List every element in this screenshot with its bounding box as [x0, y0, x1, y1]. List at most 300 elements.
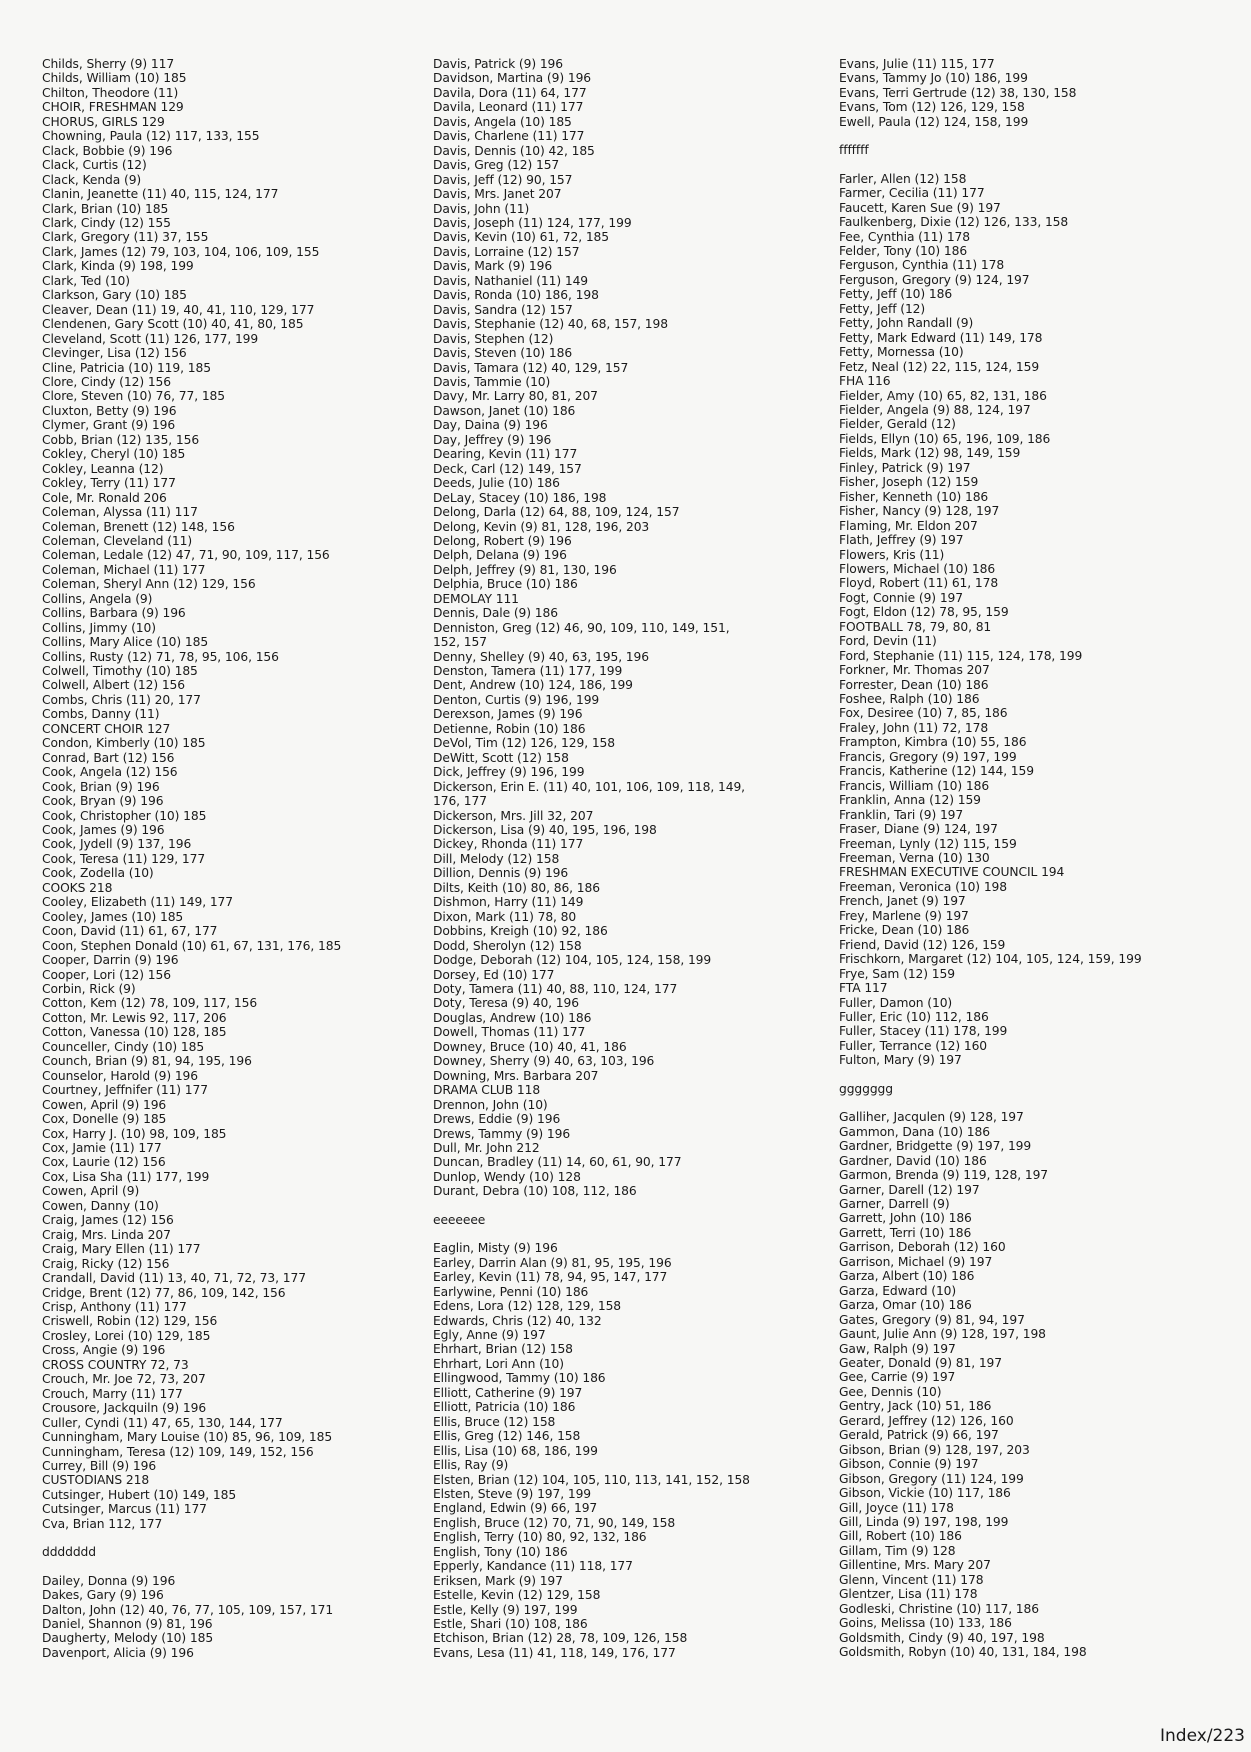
index-entry: Cook, Jydell (9) 137, 196 — [42, 837, 192, 852]
index-column-1 — [42, 57, 437, 1660]
index-entry: Dodd, Sherolyn (12) 158 — [433, 938, 582, 953]
index-entry: Fetty, Mark Edward (11) 149, 178 — [839, 330, 1043, 345]
index-entry: Clarkson, Gary (10) 185 — [42, 288, 187, 303]
index-entry: Cutsinger, Hubert (10) 149, 185 — [42, 1487, 237, 1502]
index-entry: Davis, Lorraine (12) 157 — [433, 244, 580, 259]
index-entry: Eaglin, Misty (9) 196 — [433, 1241, 558, 1256]
page-number: Index/223 — [1160, 1726, 1245, 1746]
index-entry: Currey, Bill (9) 196 — [42, 1458, 157, 1473]
index-entry: Dorsey, Ed (10) 177 — [433, 967, 555, 982]
index-entry: Chilton, Theodore (11) — [42, 85, 179, 100]
index-entry: Doty, Tamera (11) 40, 88, 110, 124, 177 — [433, 982, 678, 996]
index-entry: Conrad, Bart (12) 156 — [42, 750, 175, 765]
index-entry: Coleman, Alyssa (11) 117 — [42, 505, 198, 520]
index-entry: Earley, Kevin (11) 78, 94, 95, 147, 177 — [433, 1270, 668, 1285]
index-entry: Gates, Gregory (9) 81, 94, 197 — [839, 1312, 1025, 1327]
index-entry: Davidson, Martina (9) 196 — [433, 71, 592, 86]
index-entry: Cooper, Darrin (9) 196 — [42, 953, 179, 968]
index-entry: Fraser, Diane (9) 124, 197 — [839, 822, 998, 837]
index-entry: Delph, Delana (9) 196 — [433, 548, 567, 563]
index-entry: Drews, Eddie (9) 196 — [433, 1112, 561, 1127]
index-entry: Glenn, Vincent (11) 178 — [839, 1572, 984, 1587]
index-entry: Davis, Mrs. Janet 207 — [433, 187, 562, 202]
index-entry: Gillentine, Mrs. Mary 207 — [839, 1558, 991, 1573]
index-entry: Gaw, Ralph (9) 197 — [839, 1341, 956, 1356]
index-entry: Elsten, Steve (9) 197, 199 — [433, 1486, 592, 1501]
index-entry: Clark, James (12) 79, 103, 104, 106, 109, 155 — [42, 244, 320, 259]
index-entry: Fetty, Jeff (10) 186 — [839, 287, 953, 302]
index-entry: Garmon, Brenda (9) 119, 128, 197 — [839, 1168, 1049, 1183]
index-entry: Flath, Jeffrey (9) 197 — [839, 533, 964, 548]
index-entry: Fetz, Neal (12) 22, 115, 124, 159 — [839, 359, 1040, 374]
index-entry: Floyd, Robert (11) 61, 178 — [839, 576, 999, 591]
index-entry: Dickey, Rhonda (11) 177 — [433, 837, 584, 852]
index-entry: Cooley, James (10) 185 — [42, 909, 184, 924]
index-entry: Clanin, Jeanette (11) 40, 115, 124, 177 — [42, 187, 279, 202]
index-entry: Cridge, Brent (12) 77, 86, 109, 142, 156 — [42, 1285, 286, 1300]
index-entry: Garza, Omar (10) 186 — [839, 1298, 972, 1313]
index-entry: Cook, Angela (12) 156 — [42, 765, 178, 780]
index-entry: Finley, Patrick (9) 197 — [839, 460, 971, 475]
index-entry: DeLay, Stacey (10) 186, 198 — [433, 490, 607, 505]
index-entry: Delphia, Bruce (10) 186 — [433, 577, 578, 592]
index-entry: Godleski, Christine (10) 117, 186 — [839, 1601, 1039, 1616]
index-entry: Downey, Sherry (9) 40, 63, 103, 196 — [433, 1054, 655, 1069]
index-entry: Condon, Kimberly (10) 185 — [42, 736, 206, 751]
index-entry: Cotton, Vanessa (10) 128, 185 — [42, 1025, 227, 1040]
index-entry: Fielder, Gerald (12) — [839, 417, 956, 432]
index-entry: Fields, Mark (12) 98, 149, 159 — [839, 446, 1021, 461]
index-entry: Downey, Bruce (10) 40, 41, 186 — [433, 1039, 627, 1054]
index-entry: Faulkenberg, Dixie (12) 126, 133, 158 — [839, 215, 1069, 230]
index-entry: Davis, Sandra (12) 157 — [433, 302, 573, 317]
index-entry: Eriksen, Mark (9) 197 — [433, 1573, 563, 1588]
index-entry: England, Edwin (9) 66, 197 — [433, 1501, 598, 1516]
index-entry: Goldsmith, Cindy (9) 40, 197, 198 — [839, 1630, 1045, 1645]
index-entry: Cunningham, Teresa (12) 109, 149, 152, 156 — [42, 1444, 314, 1459]
index-column-3 — [839, 57, 1239, 1659]
index-entry: Davila, Leonard (11) 177 — [433, 100, 584, 115]
index-entry: Durant, Debra (10) 108, 112, 186 — [433, 1184, 637, 1199]
index-entry: Derexson, James (9) 196 — [433, 707, 583, 722]
index-entry: Frey, Marlene (9) 197 — [839, 908, 969, 923]
index-entry: Davis, Angela (10) 185 — [433, 114, 572, 129]
index-entry: Earley, Darrin Alan (9) 81, 95, 195, 196 — [433, 1255, 672, 1270]
index-entry: Cook, Brian (9) 196 — [42, 779, 160, 794]
index-entry: Dobbins, Kreigh (10) 92, 186 — [433, 924, 608, 939]
index-entry: Drews, Tammy (9) 196 — [433, 1126, 571, 1141]
index-entry: Fuller, Stacey (11) 178, 199 — [839, 1024, 1008, 1039]
index-entry: Coleman, Brenett (12) 148, 156 — [42, 519, 235, 534]
index-entry: Goldsmith, Robyn (10) 40, 131, 184, 198 — [839, 1645, 1087, 1660]
index-entry: Clymer, Grant (9) 196 — [42, 418, 176, 433]
index-entry: Cook, Teresa (11) 129, 177 — [42, 851, 206, 866]
index-entry: Davis, Ronda (10) 186, 198 — [433, 288, 599, 303]
index-entry: Evans, Julie (11) 115, 177 — [839, 57, 995, 71]
index-entry: Fogt, Eldon (12) 78, 95, 159 — [839, 605, 1009, 620]
index-entry: Clack, Kenda (9) — [42, 172, 142, 187]
index-entry: FHA 116 — [839, 374, 891, 389]
index-entry: Davis, Mark (9) 196 — [433, 259, 553, 274]
index-entry: Epperly, Kandance (11) 118, 177 — [433, 1559, 633, 1574]
index-entry: Fetty, Jeff (12) — [839, 301, 926, 316]
index-entry: Fulton, Mary (9) 197 — [839, 1053, 962, 1068]
index-entry: Garner, Darell (12) 197 — [839, 1182, 980, 1197]
index-entry: Dailey, Donna (9) 196 — [42, 1573, 176, 1588]
index-entry: Davis, Tammie (10) — [433, 374, 551, 389]
index-entry: Delph, Jeffrey (9) 81, 130, 196 — [433, 562, 617, 577]
index-entry: Delong, Kevin (9) 81, 128, 196, 203 — [433, 519, 650, 534]
index-entry: Coon, David (11) 61, 67, 177 — [42, 924, 218, 939]
index-entry: Dalton, John (12) 40, 76, 77, 105, 109, 157, 171 — [42, 1602, 334, 1617]
index-entry: Daniel, Shannon (9) 81, 196 — [42, 1617, 213, 1632]
index-entry: Davis, Stephanie (12) 40, 68, 157, 198 — [433, 317, 668, 332]
index-entry: Craig, Mrs. Linda 207 — [42, 1227, 171, 1242]
index-entry: Flowers, Kris (11) — [839, 547, 945, 562]
index-entry: Evans, Terri Gertrude (12) 38, 130, 158 — [839, 85, 1077, 100]
index-entry: Cowen, April (9) — [42, 1184, 140, 1199]
index-entry: DeWitt, Scott (12) 158 — [433, 750, 569, 765]
index-entry: Douglas, Andrew (10) 186 — [433, 1010, 592, 1025]
index-entry: Farler, Allen (12) 158 — [839, 171, 967, 186]
index-entry: Ellis, Ray (9) — [433, 1458, 509, 1473]
index-entry: Fuller, Damon (10) — [839, 995, 953, 1010]
index-entry: Estle, Shari (10) 108, 186 — [433, 1617, 588, 1632]
index-entry-continuation: 176, 177 — [433, 794, 487, 809]
index-entry: Cva, Brian 112, 177 — [42, 1516, 163, 1531]
index-entry: Glentzer, Lisa (11) 178 — [839, 1587, 978, 1602]
index-entry: Gill, Joyce (11) 178 — [839, 1500, 954, 1515]
index-entry: Elliott, Patricia (10) 186 — [433, 1400, 576, 1415]
index-entry: Ellingwood, Tammy (10) 186 — [433, 1371, 606, 1386]
index-entry: Flaming, Mr. Eldon 207 — [839, 518, 978, 533]
index-entry: Ferguson, Gregory (9) 124, 197 — [839, 272, 1030, 287]
index-entry: Gee, Dennis (10) — [839, 1384, 942, 1399]
index-entry: Franklin, Tari (9) 197 — [839, 807, 964, 822]
index-entry: English, Bruce (12) 70, 71, 90, 149, 158 — [433, 1515, 676, 1530]
index-entry: Dennis, Dale (9) 186 — [433, 606, 558, 621]
index-entry: Flowers, Michael (10) 186 — [839, 561, 996, 576]
index-entry: Delong, Darla (12) 64, 88, 109, 124, 157 — [433, 505, 680, 520]
index-entry: CUSTODIANS 218 — [42, 1473, 150, 1488]
index-entry: Davis, Patrick (9) 196 — [433, 57, 564, 71]
index-entry: Dawson, Janet (10) 186 — [433, 403, 576, 418]
index-entry: Collins, Barbara (9) 196 — [42, 606, 186, 621]
index-entry: Colwell, Timothy (10) 185 — [42, 664, 198, 679]
index-entry-continuation: 152, 157 — [433, 635, 487, 650]
index-entry: Frye, Sam (12) 159 — [839, 966, 955, 981]
index-entry: Gardner, David (10) 186 — [839, 1153, 987, 1168]
index-entry: Ellis, Greg (12) 146, 158 — [433, 1429, 581, 1444]
index-entry: Culler, Cyndi (11) 47, 65, 130, 144, 177 — [42, 1415, 283, 1430]
index-entry: Evans, Tammy Jo (10) 186, 199 — [839, 71, 1028, 86]
index-entry: Downing, Mrs. Barbara 207 — [433, 1068, 599, 1083]
index-entry: Gaunt, Julie Ann (9) 128, 197, 198 — [839, 1327, 1046, 1342]
index-entry: Counceller, Cindy (10) 185 — [42, 1039, 205, 1054]
index-entry: Craig, Ricky (12) 156 — [42, 1256, 170, 1271]
index-entry: Cotton, Mr. Lewis 92, 117, 206 — [42, 1010, 227, 1025]
index-entry: Drennon, John (10) — [433, 1097, 548, 1112]
index-entry: Gibson, Brian (9) 128, 197, 203 — [839, 1442, 1030, 1457]
index-entry: Courtney, Jeffnifer (11) 177 — [42, 1083, 208, 1098]
index-entry: Davis, Kevin (10) 61, 72, 185 — [433, 230, 609, 245]
index-entry: Coon, Stephen Donald (10) 61, 67, 131, 176, 185 — [42, 938, 342, 953]
index-entry: COOKS 218 — [42, 880, 113, 895]
index-entry: Davis, Nathaniel (11) 149 — [433, 273, 589, 288]
index-entry: Earlywine, Penni (10) 186 — [433, 1284, 589, 1299]
index-entry: Fetty, John Randall (9) — [839, 316, 974, 331]
index-entry: Ellis, Bruce (12) 158 — [433, 1414, 556, 1429]
index-entry: Gerard, Jeffrey (12) 126, 160 — [839, 1413, 1014, 1428]
index-entry: Cleaver, Dean (11) 19, 40, 41, 110, 129, 177 — [42, 302, 315, 317]
index-entry: Cooley, Elizabeth (11) 149, 177 — [42, 895, 234, 910]
index-entry: Dearing, Kevin (11) 177 — [433, 447, 578, 462]
index-entry: Friend, David (12) 126, 159 — [839, 937, 1006, 952]
index-entry: Crandall, David (11) 13, 40, 71, 72, 73, 177 — [42, 1271, 306, 1286]
index-entry: Clark, Brian (10) 185 — [42, 201, 169, 216]
index-entry: Gill, Robert (10) 186 — [839, 1529, 962, 1544]
index-entry: Davenport, Alicia (9) 196 — [42, 1645, 194, 1660]
index-entry: Daugherty, Melody (10) 185 — [42, 1631, 214, 1646]
index-entry: Ford, Stephanie (11) 115, 124, 178, 199 — [839, 648, 1083, 663]
index-entry: Coleman, Michael (11) 177 — [42, 562, 206, 577]
index-entry: Davis, Jeff (12) 90, 157 — [433, 172, 573, 187]
index-entry: Davis, Tamara (12) 40, 129, 157 — [433, 360, 629, 375]
index-entry: Freeman, Lynly (12) 115, 159 — [839, 836, 1017, 851]
index-entry: Cluxton, Betty (9) 196 — [42, 403, 177, 418]
index-entry: Crosley, Lorei (10) 129, 185 — [42, 1328, 211, 1343]
index-entry: Crouch, Marry (11) 177 — [42, 1386, 183, 1401]
index-entry: Davis, Charlene (11) 177 — [433, 129, 585, 144]
index-entry: Cook, Zodella (10) — [42, 866, 154, 881]
index-entry: Cook, Christopher (10) 185 — [42, 808, 207, 823]
index-entry: Gibson, Connie (9) 197 — [839, 1457, 979, 1472]
index-entry: DRAMA CLUB 118 — [433, 1083, 541, 1098]
index-entry: Estelle, Kevin (12) 129, 158 — [433, 1588, 601, 1603]
index-entry: Gentry, Jack (10) 51, 186 — [839, 1399, 992, 1414]
index-entry: Gillam, Tim (9) 128 — [839, 1543, 956, 1558]
index-entry: Clendenen, Gary Scott (10) 40, 41, 80, 185 — [42, 317, 304, 332]
index-entry: Denny, Shelley (9) 40, 63, 195, 196 — [433, 649, 649, 664]
index-entry: Colwell, Albert (12) 156 — [42, 678, 186, 693]
index-entry: Cole, Mr. Ronald 206 — [42, 490, 167, 505]
index-entry: Galliher, Jacqulen (9) 128, 197 — [839, 1110, 1024, 1125]
index-entry: Ehrhart, Brian (12) 158 — [433, 1342, 573, 1357]
index-entry: Gerald, Patrick (9) 66, 197 — [839, 1428, 999, 1443]
index-entry: Garrison, Deborah (12) 160 — [839, 1240, 1006, 1255]
index-entry: Elliott, Catherine (9) 197 — [433, 1385, 583, 1400]
index-entry: Cooper, Lori (12) 156 — [42, 967, 171, 982]
index-entry: Clark, Cindy (12) 155 — [42, 215, 171, 230]
index-entry: Dillion, Dennis (9) 196 — [433, 866, 569, 881]
index-entry: Dowell, Thomas (11) 177 — [433, 1025, 586, 1040]
index-entry: Dull, Mr. John 212 — [433, 1140, 540, 1155]
index-entry: Gee, Carrie (9) 197 — [839, 1370, 956, 1385]
index-entry: Cowen, April (9) 196 — [42, 1097, 167, 1112]
index-entry: Ehrhart, Lori Ann (10) — [433, 1356, 564, 1371]
index-entry: Dickerson, Erin E. (11) 40, 101, 106, 109, 118, 149, — [433, 779, 745, 794]
index-entry: Evans, Lesa (11) 41, 118, 149, 176, 177 — [433, 1645, 676, 1660]
index-entry: Garrett, John (10) 186 — [839, 1211, 972, 1226]
index-entry: Fraley, John (11) 72, 178 — [839, 720, 989, 735]
index-entry: Cox, Donelle (9) 185 — [42, 1112, 167, 1127]
index-entry: Craig, Mary Ellen (11) 177 — [42, 1242, 201, 1257]
index-entry: Collins, Mary Alice (10) 185 — [42, 635, 209, 650]
index-entry: Clark, Gregory (11) 37, 155 — [42, 230, 209, 245]
index-entry: Gibson, Vickie (10) 117, 186 — [839, 1486, 1011, 1501]
index-entry: Davis, Dennis (10) 42, 185 — [433, 143, 595, 158]
index-entry: Frischkorn, Margaret (12) 104, 105, 124, 159, 199 — [839, 952, 1142, 967]
index-entry: Foshee, Ralph (10) 186 — [839, 692, 980, 707]
index-entry: FRESHMAN EXECUTIVE COUNCIL 194 — [839, 865, 1065, 880]
index-entry: Davis, Steven (10) 186 — [433, 346, 573, 361]
index-entry: Cook, Bryan (9) 196 — [42, 794, 164, 809]
index-entry: Freeman, Verna (10) 130 — [839, 851, 990, 866]
index-entry: Garrett, Terri (10) 186 — [839, 1225, 972, 1240]
index-entry: CHORUS, GIRLS 129 — [42, 114, 165, 129]
index-entry: Cross, Angie (9) 196 — [42, 1343, 166, 1358]
index-entry: Edwards, Chris (12) 40, 132 — [433, 1313, 602, 1328]
index-entry: Davis, Stephen (12) — [433, 331, 554, 346]
index-entry: Francis, Gregory (9) 197, 199 — [839, 749, 1017, 764]
index-entry: Egly, Anne (9) 197 — [433, 1327, 546, 1342]
index-entry: Childs, Sherry (9) 117 — [42, 57, 175, 71]
index-entry: Clack, Curtis (12) — [42, 158, 147, 173]
index-entry: Day, Daina (9) 196 — [433, 418, 548, 433]
index-entry: Estle, Kelly (9) 197, 199 — [433, 1602, 578, 1617]
index-entry: Doty, Teresa (9) 40, 196 — [433, 996, 579, 1011]
index-entry: Fields, Ellyn (10) 65, 196, 109, 186 — [839, 431, 1051, 446]
index-entry: Denston, Tamera (11) 177, 199 — [433, 664, 623, 679]
index-entry: Fisher, Kenneth (10) 186 — [839, 489, 989, 504]
index-entry: FOOTBALL 78, 79, 80, 81 — [839, 619, 992, 634]
index-entry: Fielder, Angela (9) 88, 124, 197 — [839, 402, 1031, 417]
index-entry: Davis, Greg (12) 157 — [433, 158, 560, 173]
index-entry: Chowning, Paula (12) 117, 133, 155 — [42, 129, 260, 144]
index-entry: Francis, Katherine (12) 144, 159 — [839, 764, 1034, 779]
index-entry: Gammon, Dana (10) 186 — [839, 1124, 990, 1139]
index-entry: Clore, Cindy (12) 156 — [42, 374, 172, 389]
index-entry: Goins, Melissa (10) 133, 186 — [839, 1616, 1012, 1631]
index-entry: Garza, Edward (10) — [839, 1283, 957, 1298]
index-entry: Clevinger, Lisa (12) 156 — [42, 346, 187, 361]
section-letter-heading: ddddddd — [42, 1545, 96, 1560]
index-entry: Coleman, Sheryl Ann (12) 129, 156 — [42, 577, 256, 592]
index-entry: CROSS COUNTRY 72, 73 — [42, 1357, 189, 1372]
index-entry: Dill, Melody (12) 158 — [433, 851, 560, 866]
index-entry: Fetty, Mornessa (10) — [839, 345, 964, 360]
section-letter-heading: ggggggg — [839, 1081, 893, 1096]
index-entry: Fox, Desiree (10) 7, 85, 186 — [839, 706, 1008, 721]
index-entry: Crisp, Anthony (11) 177 — [42, 1299, 187, 1314]
index-entry: Corbin, Rick (9) — [42, 982, 136, 996]
index-entry: Coleman, Cleveland (11) — [42, 533, 193, 548]
index-entry: Garza, Albert (10) 186 — [839, 1269, 975, 1284]
index-entry: Crousore, Jackquiln (9) 196 — [42, 1401, 207, 1416]
index-entry: Cowen, Danny (10) — [42, 1198, 159, 1213]
index-entry: Combs, Chris (11) 20, 177 — [42, 692, 201, 707]
index-entry: Childs, William (10) 185 — [42, 71, 187, 86]
index-entry: Craig, James (12) 156 — [42, 1213, 174, 1228]
index-entry: Coleman, Ledale (12) 47, 71, 90, 109, 117, 156 — [42, 548, 330, 563]
index-entry: DeVol, Tim (12) 126, 129, 158 — [433, 736, 615, 751]
section-letter-heading: fffffff — [839, 143, 869, 158]
index-entry: Cokley, Leanna (12) — [42, 461, 164, 476]
index-entry: Davis, John (11) — [433, 201, 530, 216]
index-entry: Davy, Mr. Larry 80, 81, 207 — [433, 389, 598, 404]
index-entry: Cokley, Terry (11) 177 — [42, 476, 176, 491]
index-entry: Deeds, Julie (10) 186 — [433, 476, 560, 491]
index-entry: Davis, Joseph (11) 124, 177, 199 — [433, 215, 632, 230]
index-entry: Edens, Lora (12) 128, 129, 158 — [433, 1299, 622, 1314]
index-entry: Clark, Ted (10) — [42, 273, 130, 288]
index-entry: Detienne, Robin (10) 186 — [433, 721, 586, 736]
index-entry: Elsten, Brian (12) 104, 105, 110, 113, 141, 152, 158 — [433, 1472, 750, 1487]
index-entry: Cline, Patricia (10) 119, 185 — [42, 360, 211, 375]
index-entry: Cokley, Cheryl (10) 185 — [42, 447, 186, 462]
index-entry: Cox, Harry J. (10) 98, 109, 185 — [42, 1126, 227, 1141]
index-column-2 — [433, 57, 833, 1660]
index-entry: French, Janet (9) 197 — [839, 894, 966, 909]
index-entry: Dixon, Mark (11) 78, 80 — [433, 909, 577, 924]
index-entry: Criswell, Robin (12) 129, 156 — [42, 1314, 218, 1329]
index-entry: Dent, Andrew (10) 124, 186, 199 — [433, 678, 633, 693]
index-entry: English, Terry (10) 80, 92, 132, 186 — [433, 1530, 647, 1545]
index-entry: Ellis, Lisa (10) 68, 186, 199 — [433, 1443, 598, 1458]
index-entry: Ford, Devin (11) — [839, 634, 937, 649]
index-entry: Fisher, Nancy (9) 128, 197 — [839, 504, 1000, 519]
index-entry: Dilts, Keith (10) 80, 86, 186 — [433, 880, 600, 895]
index-entry: Frampton, Kimbra (10) 55, 186 — [839, 735, 1027, 750]
index-entry: Cox, Jamie (11) 177 — [42, 1140, 162, 1155]
index-entry: Forrester, Dean (10) 186 — [839, 677, 989, 692]
index-entry: Cook, James (9) 196 — [42, 823, 165, 838]
index-entry: Geater, Donald (9) 81, 197 — [839, 1355, 1003, 1370]
index-entry: Combs, Danny (11) — [42, 707, 160, 722]
section-letter-heading: eeeeeee — [433, 1212, 486, 1227]
index-entry: Gardner, Bridgette (9) 197, 199 — [839, 1139, 1032, 1154]
index-entry: Day, Jeffrey (9) 196 — [433, 432, 552, 447]
index-entry: Denton, Curtis (9) 196, 199 — [433, 692, 600, 707]
index-entry: Ewell, Paula (12) 124, 158, 199 — [839, 114, 1029, 129]
index-entry: Evans, Tom (12) 126, 129, 158 — [839, 100, 1025, 115]
index-entry: Clack, Bobbie (9) 196 — [42, 143, 173, 158]
index-entry: Cutsinger, Marcus (11) 177 — [42, 1502, 207, 1517]
index-entry: Dickerson, Lisa (9) 40, 195, 196, 198 — [433, 823, 657, 838]
index-entry: Delong, Robert (9) 196 — [433, 533, 572, 548]
index-entry: Dodge, Deborah (12) 104, 105, 124, 158, 199 — [433, 953, 712, 968]
index-entry: Collins, Rusty (12) 71, 78, 95, 106, 156 — [42, 649, 279, 664]
index-entry: Duncan, Bradley (11) 14, 60, 61, 90, 177 — [433, 1155, 682, 1170]
index-entry: Collins, Jimmy (10) — [42, 620, 156, 635]
index-entry: Cleveland, Scott (11) 126, 177, 199 — [42, 331, 259, 346]
index-entry: Collins, Angela (9) — [42, 591, 153, 606]
index-entry: Crouch, Mr. Joe 72, 73, 207 — [42, 1372, 206, 1387]
index-entry: Cox, Laurie (12) 156 — [42, 1155, 166, 1170]
index-entry: Francis, William (10) 186 — [839, 778, 990, 793]
index-entry: Gibson, Gregory (11) 124, 199 — [839, 1471, 1024, 1486]
index-entry: Freeman, Veronica (10) 198 — [839, 879, 1007, 894]
index-entry: Farmer, Cecilia (11) 177 — [839, 186, 985, 201]
index-entry: Dakes, Gary (9) 196 — [42, 1588, 164, 1603]
index-entry: Faucett, Karen Sue (9) 197 — [839, 200, 1001, 215]
index-entry: Cox, Lisa Sha (11) 177, 199 — [42, 1169, 210, 1184]
index-entry: Dick, Jeffrey (9) 196, 199 — [433, 765, 585, 780]
index-entry: FTA 117 — [839, 981, 888, 996]
index-entry: Davila, Dora (11) 64, 177 — [433, 85, 587, 100]
index-entry: Clark, Kinda (9) 198, 199 — [42, 259, 194, 274]
index-entry: Counch, Brian (9) 81, 94, 195, 196 — [42, 1054, 252, 1069]
